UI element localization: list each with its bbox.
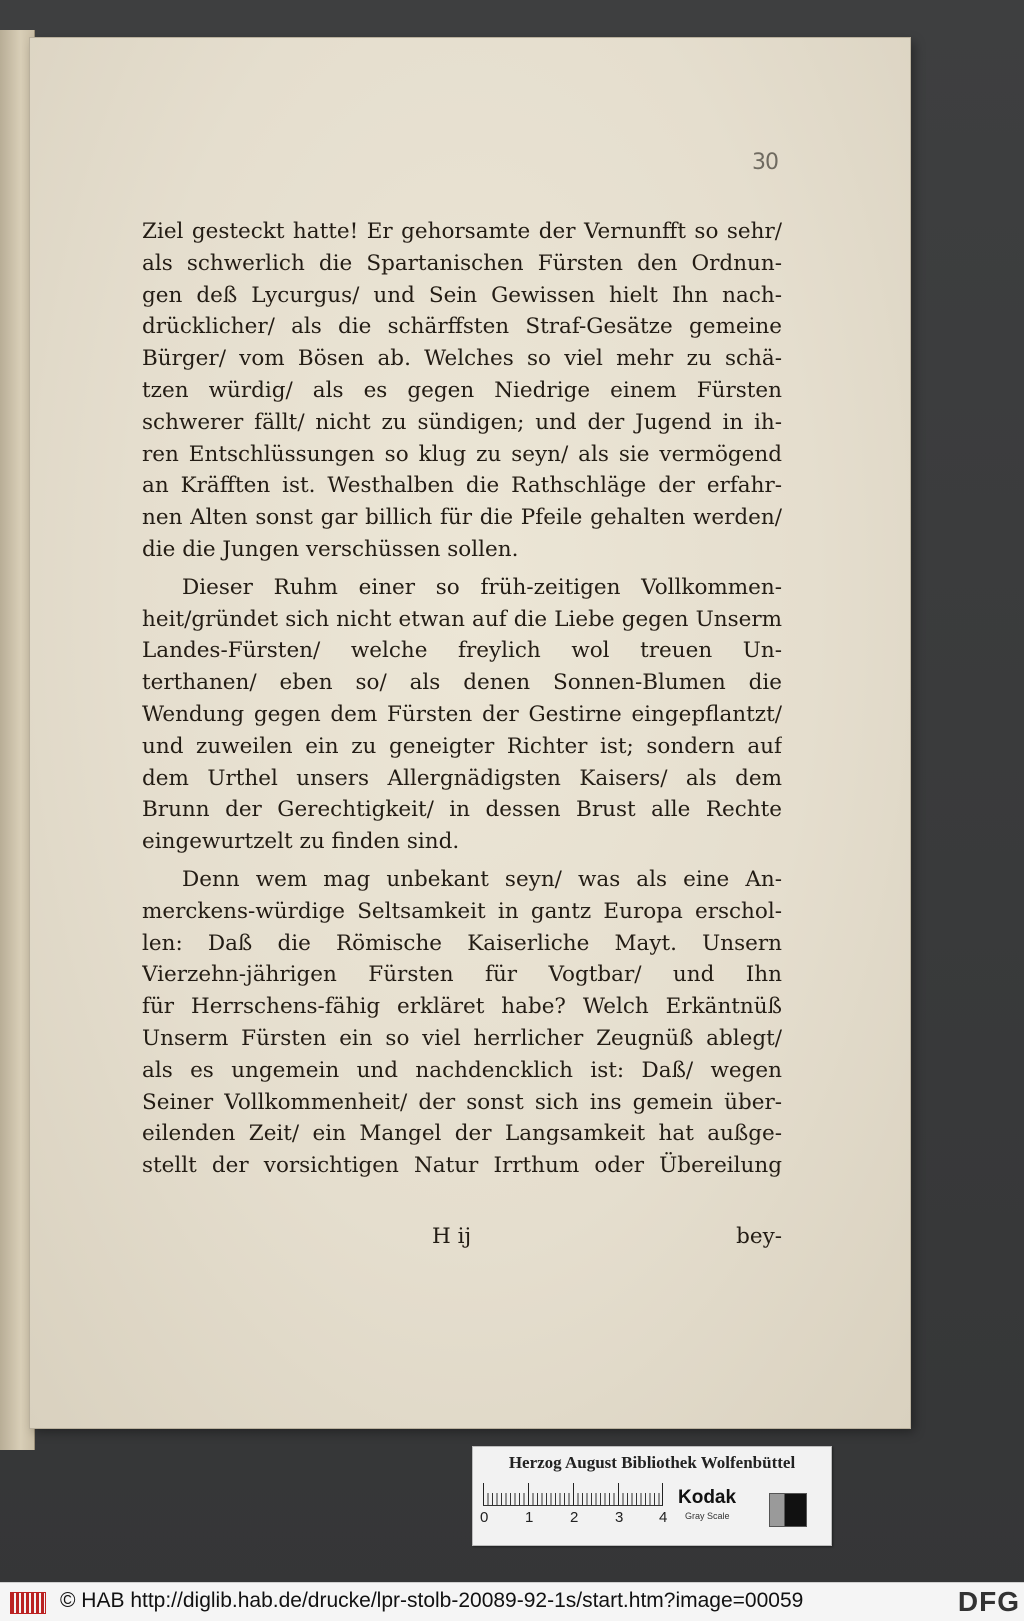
- source-url-text[interactable]: © HAB http://diglib.hab.de/drucke/lpr-stolb-20089-92-1s/start.htm?image=00059: [60, 1589, 804, 1612]
- text-line: Brunn der Gerechtigkeit/ in dessen Brust alle Rechte: [142, 797, 782, 823]
- ruler-number: 0: [480, 1509, 489, 1526]
- text-line: terthanen/ eben so/ als denen Sonnen-Blumen die: [142, 670, 782, 696]
- text-line: ren Entschlüssungen so klug zu seyn/ als sie vermögend: [142, 441, 782, 467]
- text-line: Wendung gegen dem Fürsten der Gestirne eingepflantzt/: [142, 701, 782, 727]
- ruler-number: 1: [525, 1509, 534, 1526]
- ruler-numbers: [480, 1509, 673, 1529]
- gray-scale-label: Gray Scale: [685, 1511, 730, 1521]
- text-line: Bürger/ vom Bösen ab. Welches so viel mehr zu schä-: [142, 346, 782, 372]
- book-page: [30, 38, 910, 1428]
- page-footer-marks: [142, 1224, 782, 1256]
- text-line: als schwerlich die Spartanischen Fürsten den Ordnun-: [142, 250, 782, 276]
- text-line: dem Urthel unsers Allergnädigsten Kaisers/ als dem: [142, 765, 782, 791]
- text-line: Denn wem mag unbekant seyn/ was als eine An-: [182, 866, 782, 892]
- text-line: nen Alten sonst gar billich für die Pfeile gehalten werden/: [142, 505, 782, 531]
- ruler-number: 3: [615, 1509, 624, 1526]
- text-line: schwerer fällt/ nicht zu sündigen; und der Jugend in ih-: [142, 409, 782, 435]
- library-name: Herzog August Bibliothek Wolfenbüttel: [508, 1453, 796, 1472]
- hab-logo-icon: [10, 1592, 46, 1614]
- text-line: heit/gründet sich nicht etwan auf die Liebe gegen Unserm: [142, 606, 782, 632]
- text-line: tzen würdig/ als es gegen Niedrige einem Fürsten: [142, 377, 782, 403]
- color-target-card: [472, 1446, 832, 1546]
- text-line: an Kräfften ist. Westhalben die Rathschläge der erfahr-: [142, 473, 782, 499]
- text-line: Landes-Fürsten/ welche freylich wol treuen Un-: [142, 638, 782, 664]
- text-line: die die Jungen verschüssen sollen.: [142, 536, 519, 562]
- footer-bar: [0, 1582, 1024, 1621]
- kodak-logo: Kodak: [678, 1487, 737, 1508]
- ruler-number: 4: [659, 1509, 668, 1526]
- text-line: len: Daß die Römische Kaiserliche Mayt. Unsern: [142, 930, 782, 956]
- text-line: drücklicher/ als die schärffsten Straf-Gesätze gemeine: [142, 314, 782, 340]
- text-line: gen deß Lycurgus/ und Sein Gewissen hielt Ihn nach-: [142, 282, 782, 308]
- text-line: und zuweilen ein zu geneigter Richter ist; sondern auf: [142, 733, 782, 759]
- text-line: als es ungemein und nachdencklich ist: Daß/ wegen: [142, 1057, 782, 1083]
- text-line: Dieser Ruhm einer so früh-zeitigen Vollkommen-: [182, 574, 782, 600]
- text-line: Vierzehn-jährigen Fürsten für Vogtbar/ und Ihn: [142, 962, 782, 988]
- catchword: bey-: [736, 1224, 782, 1249]
- scale-ruler: [483, 1483, 663, 1506]
- gray-swatch: [769, 1493, 807, 1527]
- folio-number: 30: [752, 150, 778, 175]
- signature-mark: H ij: [432, 1224, 472, 1249]
- text-line: eingewurtzelt zu finden sind.: [142, 829, 460, 855]
- text-line: Ziel gesteckt hatte! Er gehorsamte der Vernunfft so sehr/: [142, 219, 782, 244]
- text-line: eilenden Zeit/ ein Mangel der Langsamkeit hat außge-: [142, 1121, 782, 1147]
- dfg-logo: DFG: [957, 1586, 1020, 1617]
- text-line: merckens-würdige Seltsamkeit in gantz Europa erschol-: [142, 898, 782, 924]
- page-text: [142, 216, 782, 1182]
- text-line: Seiner Vollkommenheit/ der sonst sich ins gemein über-: [142, 1089, 782, 1115]
- ruler-number: 2: [570, 1509, 579, 1526]
- text-line: für Herrschens-fähig erkläret habe? Welch Erkäntnüß: [142, 994, 782, 1020]
- text-line: Unserm Fürsten ein so viel herrlicher Zeugnüß ablegt/: [142, 1025, 782, 1051]
- text-line: stellt der vorsichtigen Natur Irrthum oder Übereilung: [142, 1153, 782, 1179]
